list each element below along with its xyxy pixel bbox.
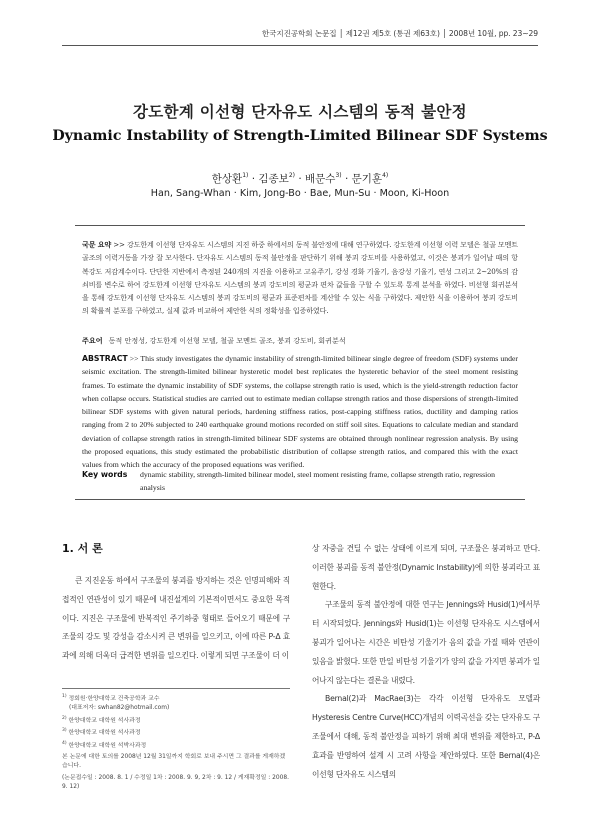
author-name: 문기훈 xyxy=(351,173,383,185)
footnote-mark: 3) xyxy=(62,728,67,734)
abstract-korean-text: >> 강도한계 이선형 단자유도 시스템의 지진 하중 하에서의 동적 불안정에 대해 연구하였다. 강도한계 이선형 이력 모델은 철골 모멘트 골조의 이력거동을 가장 잘 모사한다. 단자유도 시스템의 동적 불안정을 판단하기 위해 붕괴 강도비를 사용하였고, 이것은 붕괴가 일어날 때의 항복강도 저감계수이다. 단단한 지반에서 측정된 240개의 지진을 이용하고 고유주기, 강성 경화 기울기, 음강성 기울기, 연성 그리고 2~20%의 감쇠비를 변수로 하여 강도한계 이선형 단자유도 시스템의 붕괴 강도비의 평균과 편차 값들을 구할 수 있도록 통계 분석을 하였다. 비선형 회귀분석을 통해 강도한계 이선형 단자유도 시스템의 붕괴 강도비의 평균과 표준편차를 계산할 수 있는 식을 구하였다. 제안한 식을 이용하여 붕괴 강도비의 확률적 분포를 구하였고, 실제 값과 비교하여 제안한 식의 정확성을 입증하였다. xyxy=(82,240,518,316)
abstract-top-rule xyxy=(75,225,525,226)
keywords-korean-text: 동적 안정성, 강도한계 이선형 모델, 철골 모멘트 골조, 붕괴 강도비, 회귀분석 xyxy=(108,336,346,345)
header-rule xyxy=(62,45,538,46)
footnote-text: 한양대학교 대학원 석사과정 xyxy=(68,717,141,724)
abstract-korean-lead: 국문 요약 xyxy=(82,240,112,249)
footnote-item xyxy=(62,692,290,704)
abstract-korean xyxy=(82,238,518,318)
keywords-english-text: dynamic stability, strength-limited bilinear model, steel moment resisting frame, collapse strength ratio, regression analysis xyxy=(140,470,496,493)
footnote-item xyxy=(62,704,290,713)
running-header: 한국지진공학회 논문집 │ 제12권 제5호 (통권 제63호) │ 2008년 10월, pp. 23~29 xyxy=(261,29,538,38)
body-column-right xyxy=(312,540,540,784)
abstract-english xyxy=(82,352,518,472)
author-separator: · xyxy=(294,173,305,185)
abstract-english-text: >> This study investigates the dynamic instability of strength-limited bilinear single degree of freedom (SDF) systems under seismic excitation. The strength-limited bilinear hysteretic model best replicates the hysteretic behavior of the steel moment resisting frames. To estimate the dynamic instability of SDF systems, the collapse strength ratio is used, which is the yield-strength reduction factor when collapse occurs. Statistical studies are carried out to estimate median collapse strength ratios and those dispersions of strength-limited bilinear SDF systems with given natural periods, hardening stiffness ratios, post-capping stiffness ratios, ductility and damping ratios ranging from 2 to 20% subjected to 240 earthquake ground motions recorded on stiff soil sites. Equations to calculate median and standard deviation of collapse strength ratios in strength-limited bilinear SDF systems are obtained through nonlinear regression analysis. By using the proposed equations, this study estimated the probabilistic distribution of collapse strength ratios, and compared this with the exact values from which the accuracy of the proposed equations was verified. xyxy=(82,354,518,470)
keywords-korean xyxy=(82,334,518,347)
author-separator: · xyxy=(248,173,259,185)
abstract-bottom-rule xyxy=(75,499,525,500)
section-heading: 1. 서 론 xyxy=(62,542,103,555)
footnote-text: 정회원·한양대학교 건축공학과 교수 xyxy=(68,696,160,702)
body-paragraph: 상 자중을 견딜 수 없는 상태에 이르게 되며, 구조물은 붕괴하고 만다. 이러한 붕괴를 동적 불안정(Dynamic Instability)에 의한 붕괴라고 표현한다. xyxy=(312,544,540,591)
body-paragraph: 큰 지진운동 하에서 구조물의 붕괴를 방지하는 것은 인명피해와 직접적인 연관성이 있기 때문에 내진설계의 기본적이면서도 중요한 목적이다. 지진은 구조물에 반복적인 주기하중 형태로 들어오기 때문에 구조물의 강도 및 강성을 감소시켜 큰 변위를 일으키고, 이에 따른 P-Δ 효과에 의해 더욱더 급격한 변위를 일으킨다. 이렇게 되면 구조물이 더 이 xyxy=(62,576,290,661)
abstract-english-lead: ABSTRACT xyxy=(82,354,128,363)
footnote-text: 한양대학교 대학원 석박사과정 xyxy=(68,742,147,749)
author-mark: 4) xyxy=(382,172,389,179)
author-mark: 1) xyxy=(242,172,249,179)
title-korean: 강도한계 이선형 단자유도 시스템의 동적 불안정 xyxy=(133,103,467,121)
footnote-item xyxy=(62,726,290,738)
footnote-mark: 2) xyxy=(62,715,67,721)
footnotes xyxy=(62,692,290,793)
keywords-english xyxy=(82,468,518,495)
submission-dates: (논문접수일 : 2008. 8. 1 / 수정일 1차 : 2008. 9. 9, 2차 : 9. 12 / 게재확정일 : 2008. 9. 12) xyxy=(62,774,289,791)
body-paragraph: Bernal(2)과 MacRae(3)는 각각 이선형 단자유도 모델과 Hysteresis Centre Curve(HCC)개념의 이력곡선을 갖는 단자유도 구조물에서 대해, 동적 불안정을 피하기 위해 최대 변위를 제한하고, P-Δ 효과를 반영하여 설계 시 고려 사항을 제안하였다. 또한 Bernal(4)은 이선형 단자유도 시스템의 xyxy=(312,694,540,779)
authors-korean xyxy=(0,171,600,186)
footnote-text: 한양대학교 대학원 석사과정 xyxy=(68,730,141,737)
footnote-text: (대표저자: swhan82@hotmail.com) xyxy=(69,705,170,712)
author-mark: 3) xyxy=(335,172,342,179)
footnote-rule xyxy=(62,688,290,689)
footnote-mark: 1) xyxy=(62,694,67,699)
footnote-mark: 4) xyxy=(62,740,67,746)
body-paragraph: 구조물의 동적 불안정에 대한 연구는 Jennings와 Husid(1)에서부터 시작되었다. Jennings와 Husid(1)는 이선형 단자유도 시스템에서 붕괴가 일어나는 시간은 비탄성 기울기가 음의 값을 가질 때와 연관이 있음을 밝혔다. 또한 만일 비탄성 기울기가 양의 값을 가지면 붕괴가 일어나지 않는다는 결론을 내렸다. xyxy=(312,600,540,685)
keywords-english-lead: Key words xyxy=(82,470,128,479)
footnote-item xyxy=(62,739,290,751)
title-english: Dynamic Instability of Strength-Limited Bilinear SDF Systems xyxy=(52,128,548,144)
author-name: 배문수 xyxy=(305,173,336,185)
footnote-item xyxy=(62,714,290,726)
keywords-korean-lead: 주요어 xyxy=(82,336,103,345)
body-column-left xyxy=(62,572,290,666)
discussion-note: 본 논문에 대한 토의를 2008년 12월 31일까지 학회로 보내 주시면 그 결과를 게재하겠습니다. xyxy=(62,754,286,770)
author-separator: · xyxy=(341,173,352,185)
authors-english: Han, Sang-Whan · Kim, Jong-Bo · Bae, Mun-Su · Moon, Ki-Hoon xyxy=(150,188,450,199)
author-mark: 2) xyxy=(288,172,295,179)
author-name: 한상환 xyxy=(211,173,243,185)
author-name: 김종보 xyxy=(258,173,289,185)
